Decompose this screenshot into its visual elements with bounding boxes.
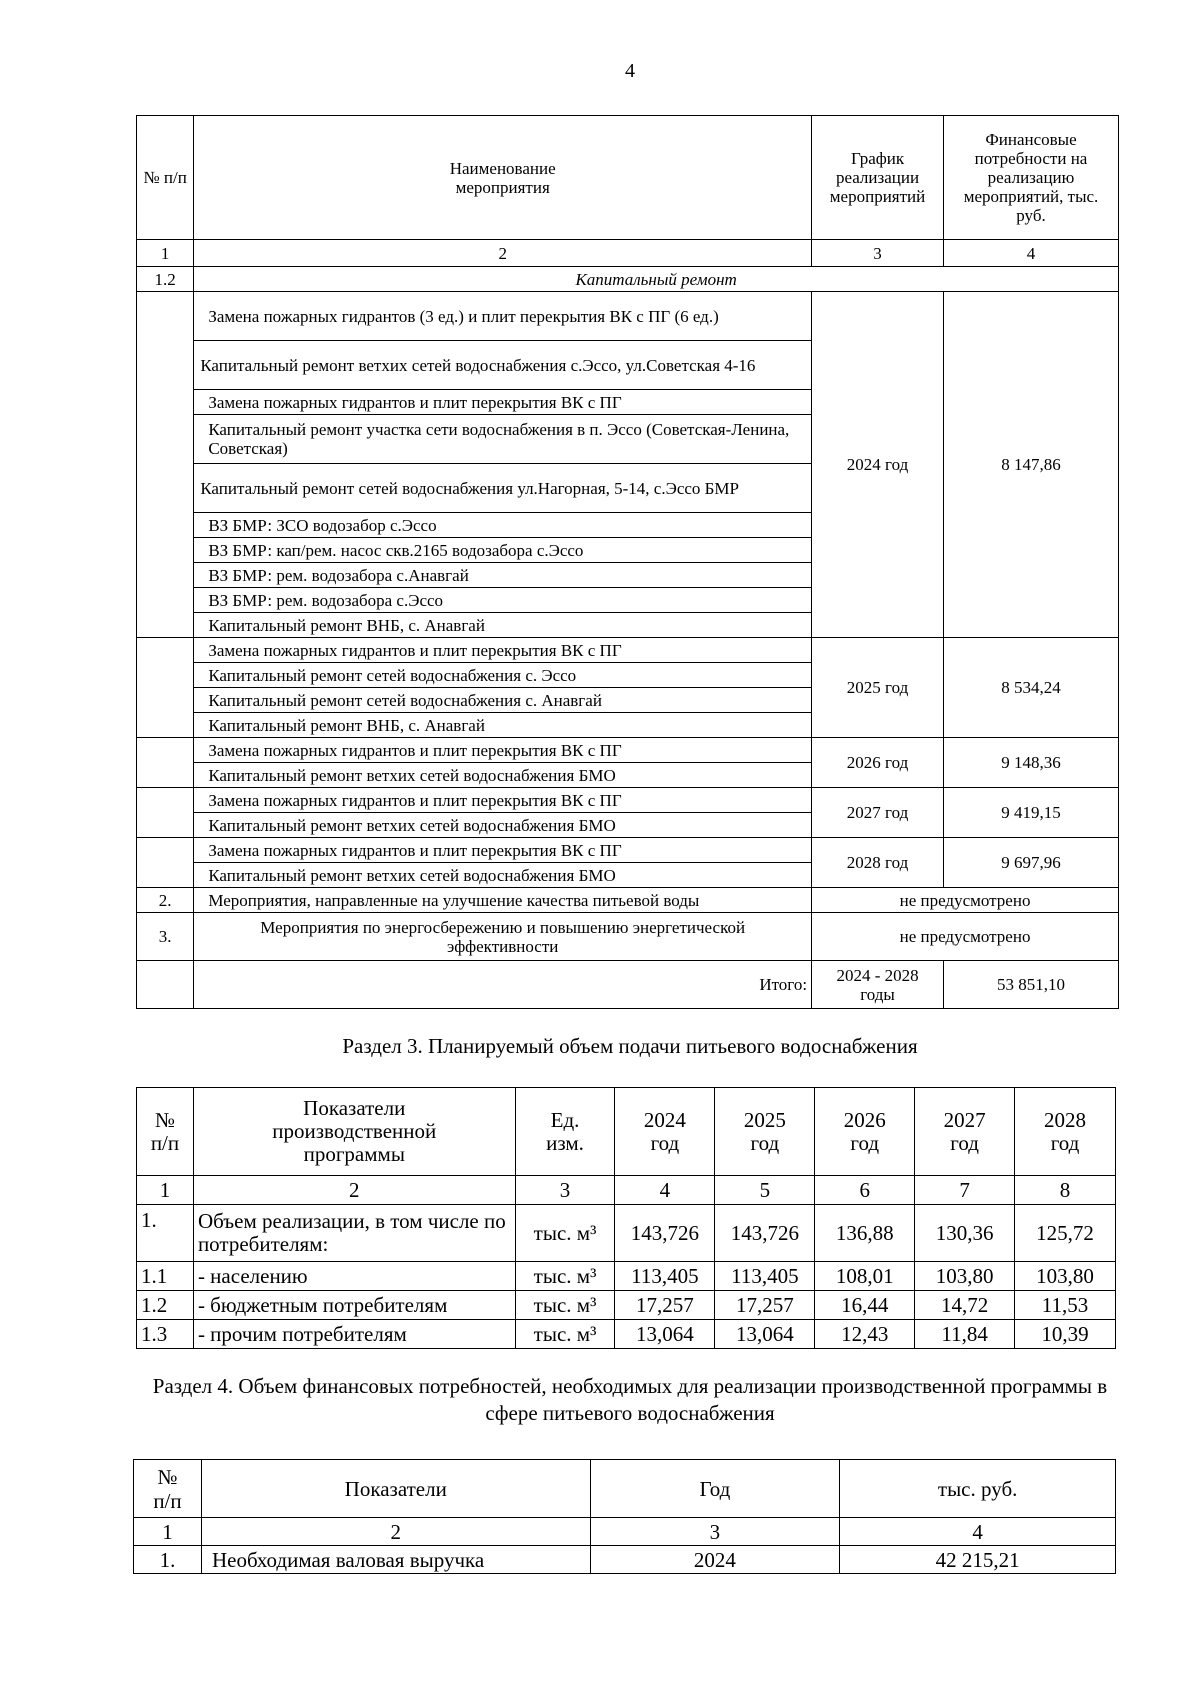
not-planned-value: не предусмотрено bbox=[812, 888, 1119, 913]
col-num-3: 3 bbox=[515, 1176, 615, 1205]
table-row bbox=[137, 838, 1119, 863]
table-row bbox=[137, 292, 1119, 341]
section4-title: Раздел 4. Объем финансовых потребностей, необходимых для реализации производственной программы в сфере питьевого водоснабжения bbox=[152, 1374, 1108, 1425]
table-header-row bbox=[134, 1460, 1116, 1518]
unit-cell: тыс. м³ bbox=[515, 1320, 615, 1349]
measure-name: Замена пожарных гидрантов (3 ед.) и плит перекрытия ВК с ПГ (6 ед.) bbox=[194, 292, 812, 341]
measure-name: ВЗ БМР: рем. водозабора с.Анавгай bbox=[194, 563, 812, 588]
measure-name: Капитальный ремонт сетей водоснабжения с. Эссо bbox=[194, 663, 812, 688]
header-indicator: Показатели bbox=[201, 1460, 590, 1518]
measure-name: Капитальный ремонт сетей водоснабжения с. Анавгай bbox=[194, 688, 812, 713]
value-cell: 143,726 bbox=[615, 1205, 715, 1262]
row-num: 1.3 bbox=[137, 1320, 194, 1349]
measure-name: Капитальный ремонт ветхих сетей водоснабжения БМО bbox=[194, 813, 812, 838]
supply-volume-table bbox=[136, 1087, 1116, 1349]
page-number: 4 bbox=[625, 60, 635, 82]
measures-table bbox=[136, 115, 1119, 1009]
section3-title: Раздел 3. Планируемый объем подачи питьевого водоснабжения bbox=[342, 1034, 918, 1058]
finance-amount: 9 419,15 bbox=[944, 788, 1119, 838]
indicator-name: - бюджетным потребителям bbox=[193, 1291, 515, 1320]
num-cell-empty bbox=[137, 292, 194, 638]
header-year: 2027 год bbox=[915, 1088, 1015, 1176]
table-row bbox=[137, 788, 1119, 813]
indicator-name: Необходимая валовая выручка bbox=[201, 1546, 590, 1574]
header-num: № п/п bbox=[137, 1088, 194, 1176]
table-row bbox=[137, 888, 1119, 913]
measure-name: Замена пожарных гидрантов и плит перекрытия ВК с ПГ bbox=[194, 738, 812, 763]
total-amount: 53 851,10 bbox=[944, 961, 1119, 1009]
table-header-row bbox=[137, 116, 1119, 240]
total-label: Итого: bbox=[194, 961, 812, 1009]
schedule-year: 2025 год bbox=[812, 638, 944, 738]
finance-amount: 9 148,36 bbox=[944, 738, 1119, 788]
header-year: 2024 год bbox=[615, 1088, 715, 1176]
indicator-name: Объем реализации, в том числе по потребителям: bbox=[193, 1205, 515, 1262]
value-cell: 125,72 bbox=[1015, 1205, 1116, 1262]
header-num: № п/п bbox=[137, 116, 194, 240]
unit-cell: тыс. м³ bbox=[515, 1262, 615, 1291]
col-num-2: 2 bbox=[201, 1518, 590, 1546]
col-num-1: 1 bbox=[137, 1176, 194, 1205]
value-cell: 108,01 bbox=[815, 1262, 915, 1291]
measure-name: Замена пожарных гидрантов и плит перекрытия ВК с ПГ bbox=[194, 788, 812, 813]
header-year: 2025 год bbox=[715, 1088, 815, 1176]
schedule-year: 2026 год bbox=[812, 738, 944, 788]
row-num: 1. bbox=[134, 1546, 202, 1574]
measure-name: Капитальный ремонт ветхих сетей водоснабжения БМО bbox=[194, 863, 812, 888]
col-num-7: 7 bbox=[915, 1176, 1015, 1205]
measure-name: Капитальный ремонт ветхих сетей водоснабжения БМО bbox=[194, 763, 812, 788]
num-cell-empty bbox=[137, 788, 194, 838]
col-num-6: 6 bbox=[815, 1176, 915, 1205]
unit-cell: тыс. м³ bbox=[515, 1205, 615, 1262]
col-num-1: 1 bbox=[137, 240, 194, 267]
value-cell: 143,726 bbox=[715, 1205, 815, 1262]
value-cell: 17,257 bbox=[715, 1291, 815, 1320]
header-year: Год bbox=[590, 1460, 840, 1518]
value-cell: 11,53 bbox=[1015, 1291, 1116, 1320]
financial-needs-table bbox=[133, 1459, 1116, 1574]
value-cell: 113,405 bbox=[615, 1262, 715, 1291]
measure-name: Капитальный ремонт ВНБ, с. Анавгай bbox=[194, 613, 812, 638]
table-row bbox=[137, 638, 1119, 663]
col-num-8: 8 bbox=[1015, 1176, 1116, 1205]
col-num-4: 4 bbox=[615, 1176, 715, 1205]
measure-name: Замена пожарных гидрантов и плит перекрытия ВК с ПГ bbox=[194, 638, 812, 663]
indicator-name: - населению bbox=[193, 1262, 515, 1291]
table-row bbox=[137, 1320, 1116, 1349]
finance-amount: 9 697,96 bbox=[944, 838, 1119, 888]
indicator-name: - прочим потребителям bbox=[193, 1320, 515, 1349]
row-num: 1.1 bbox=[137, 1262, 194, 1291]
value-cell: 17,257 bbox=[615, 1291, 715, 1320]
schedule-year: 2028 год bbox=[812, 838, 944, 888]
value-cell: 113,405 bbox=[715, 1262, 815, 1291]
value-cell: 11,84 bbox=[915, 1320, 1015, 1349]
header-finance: Финансовые потребности на реализацию мероприятий, тыс. руб. bbox=[944, 116, 1119, 240]
value-cell: 103,80 bbox=[915, 1262, 1015, 1291]
measure-name: Капитальный ремонт ветхих сетей водоснабжения с.Эссо, ул.Советская 4-16 bbox=[194, 341, 812, 390]
col-num-5: 5 bbox=[715, 1176, 815, 1205]
table-header-row bbox=[137, 1088, 1116, 1176]
measure-name: Мероприятия, направленные на улучшение качества питьевой воды bbox=[194, 888, 812, 913]
table-row bbox=[137, 1262, 1116, 1291]
not-planned-value: не предусмотрено bbox=[812, 913, 1119, 961]
header-schedule: График реализации мероприятий bbox=[812, 116, 944, 240]
col-num-3: 3 bbox=[590, 1518, 840, 1546]
measure-name: Замена пожарных гидрантов и плит перекрытия ВК с ПГ bbox=[194, 838, 812, 863]
col-num-2: 2 bbox=[194, 240, 812, 267]
column-numbers-row bbox=[137, 240, 1119, 267]
value-cell: 12,43 bbox=[815, 1320, 915, 1349]
measure-name: ВЗ БМР: рем. водозабора с.Эссо bbox=[194, 588, 812, 613]
section-num: 1.2 bbox=[137, 267, 194, 292]
header-name: Наименование мероприятия bbox=[194, 116, 812, 240]
measure-name: Капитальный ремонт сетей водоснабжения ул.Нагорная, 5-14, с.Эссо БМР bbox=[194, 464, 812, 513]
col-num-3: 3 bbox=[812, 240, 944, 267]
row-num: 2. bbox=[137, 888, 194, 913]
col-num-1: 1 bbox=[134, 1518, 202, 1546]
header-amount: тыс. руб. bbox=[840, 1460, 1116, 1518]
year-cell: 2024 bbox=[590, 1546, 840, 1574]
schedule-year: 2024 год bbox=[812, 292, 944, 638]
section-title: Капитальный ремонт bbox=[194, 267, 1119, 292]
value-cell: 10,39 bbox=[1015, 1320, 1116, 1349]
column-numbers-row bbox=[137, 1176, 1116, 1205]
measure-name: ВЗ БМР: ЗСО водозабор с.Эссо bbox=[194, 513, 812, 538]
schedule-year: 2027 год bbox=[812, 788, 944, 838]
row-num: 1. bbox=[137, 1205, 194, 1262]
value-cell: 136,88 bbox=[815, 1205, 915, 1262]
num-cell-empty bbox=[137, 838, 194, 888]
col-num-4: 4 bbox=[840, 1518, 1116, 1546]
num-cell-empty bbox=[137, 638, 194, 738]
num-cell-empty bbox=[137, 738, 194, 788]
value-cell: 13,064 bbox=[715, 1320, 815, 1349]
row-num: 3. bbox=[137, 913, 194, 961]
value-cell: 14,72 bbox=[915, 1291, 1015, 1320]
header-indicator: Показатели производственной программы bbox=[193, 1088, 515, 1176]
table-row bbox=[134, 1546, 1116, 1574]
value-cell: 13,064 bbox=[615, 1320, 715, 1349]
table-row bbox=[137, 738, 1119, 763]
table-row bbox=[137, 913, 1119, 961]
header-unit: Ед. изм. bbox=[515, 1088, 615, 1176]
table-row bbox=[137, 1205, 1116, 1262]
column-numbers-row bbox=[134, 1518, 1116, 1546]
section-row bbox=[137, 267, 1119, 292]
header-year: 2026 год bbox=[815, 1088, 915, 1176]
header-num: № п/п bbox=[134, 1460, 202, 1518]
measure-name: Мероприятия по энергосбережению и повышению энергетической эффективности bbox=[194, 913, 812, 961]
measure-name: Капитальный ремонт ВНБ, с. Анавгай bbox=[194, 713, 812, 738]
total-period: 2024 - 2028 годы bbox=[812, 961, 944, 1009]
measure-name: Капитальный ремонт участка сети водоснабжения в п. Эссо (Советская-Ленина, Советская) bbox=[194, 415, 812, 464]
total-row bbox=[137, 961, 1119, 1009]
value-cell: 130,36 bbox=[915, 1205, 1015, 1262]
measure-name: Замена пожарных гидрантов и плит перекрытия ВК с ПГ bbox=[194, 390, 812, 415]
measure-name: ВЗ БМР: кап/рем. насос скв.2165 водозабора с.Эссо bbox=[194, 538, 812, 563]
amount-cell: 42 215,21 bbox=[840, 1546, 1116, 1574]
header-year: 2028 год bbox=[1015, 1088, 1116, 1176]
finance-amount: 8 147,86 bbox=[944, 292, 1119, 638]
finance-amount: 8 534,24 bbox=[944, 638, 1119, 738]
value-cell: 16,44 bbox=[815, 1291, 915, 1320]
col-num-2: 2 bbox=[193, 1176, 515, 1205]
value-cell: 103,80 bbox=[1015, 1262, 1116, 1291]
col-num-4: 4 bbox=[944, 240, 1119, 267]
unit-cell: тыс. м³ bbox=[515, 1291, 615, 1320]
row-num: 1.2 bbox=[137, 1291, 194, 1320]
num-cell-empty bbox=[137, 961, 194, 1009]
table-row bbox=[137, 1291, 1116, 1320]
